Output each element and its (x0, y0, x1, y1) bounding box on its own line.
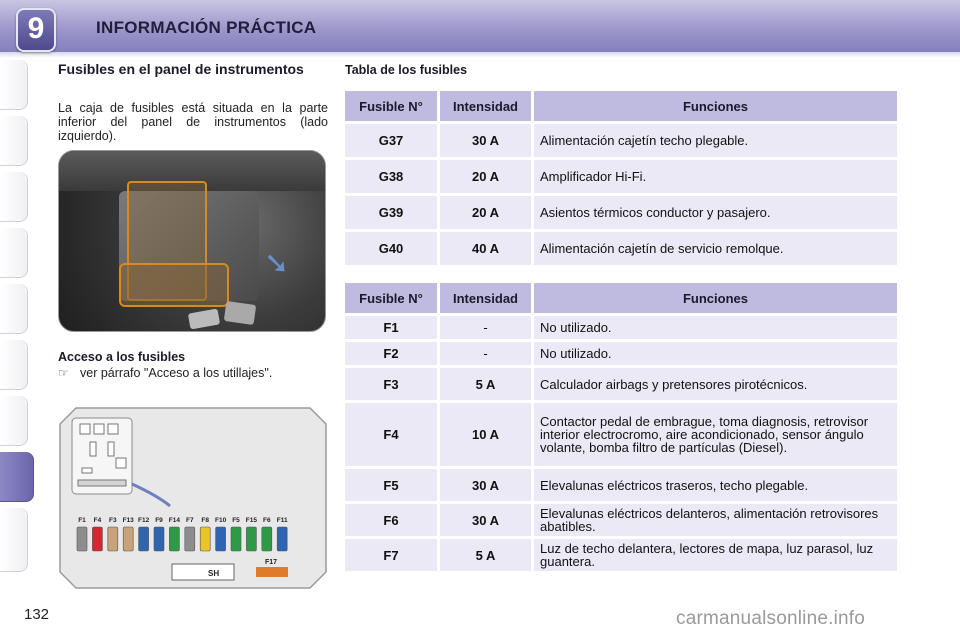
diagram-f17-fuse (256, 567, 288, 577)
chapter-tab[interactable] (0, 116, 28, 166)
header-fuse-number: Fusible N° (345, 283, 437, 313)
diagram-fuse-label: F12 (137, 517, 150, 524)
fuse-function: Alimentación cajetín techo plegable. (534, 124, 897, 157)
fuse-amperage: 20 A (440, 196, 531, 229)
fuse-number: G40 (345, 232, 437, 265)
fuse-function: Alimentación cajetín de servicio remolque. (534, 232, 897, 265)
diagram-slot (80, 424, 90, 434)
fuse-table-f (342, 280, 900, 574)
diagram-slot (94, 424, 104, 434)
fuse-function: Calculador airbags y pretensores pirotécnicos. (534, 368, 897, 400)
fuse-number: F6 (345, 504, 437, 536)
diagram-fuse-f4 (92, 527, 102, 551)
chapter-badge: 9 (16, 8, 56, 52)
diagram-fuse-label: F8 (201, 517, 209, 524)
section-title: Fusibles en el panel de instrumentos (58, 61, 304, 77)
diagram-slot (82, 468, 92, 473)
chapter-tab[interactable] (0, 284, 28, 334)
fuse-amperage: 30 A (440, 469, 531, 501)
table-row (345, 368, 897, 400)
fuse-amperage: 20 A (440, 160, 531, 193)
diagram-slot (108, 424, 118, 434)
fuse-table-g (342, 88, 900, 268)
table-row (345, 196, 897, 229)
fuse-number: F2 (345, 342, 437, 365)
chapter-tabs (0, 60, 34, 580)
diagram-sh-relay (172, 564, 234, 580)
chapter-tab[interactable] (0, 60, 28, 110)
fuse-function: Elevalunas eléctricos traseros, techo plegable. (534, 469, 897, 501)
table-row (345, 124, 897, 157)
page-number: 132 (24, 606, 50, 623)
chapter-tab[interactable] (0, 340, 28, 390)
fuse-amperage: 40 A (440, 232, 531, 265)
fuse-number: F7 (345, 539, 437, 571)
table-row (345, 232, 897, 265)
diagram-sh-label: SH (208, 569, 220, 578)
table-row (345, 504, 897, 536)
fuse-amperage: 5 A (440, 539, 531, 571)
table-row (345, 342, 897, 365)
fuse-number: F4 (345, 403, 437, 466)
fuse-function: Asientos térmicos conductor y pasajero. (534, 196, 897, 229)
header-functions: Funciones (534, 91, 897, 121)
access-text: ver párrafo "Acceso a los utillajes". (80, 366, 273, 380)
diagram-fuse-f15 (246, 527, 256, 551)
fuse-number: F1 (345, 316, 437, 339)
table-row (345, 316, 897, 339)
fuse-amperage: - (440, 316, 531, 339)
table-row (345, 469, 897, 501)
watermark: carmanualsonline.info (676, 608, 866, 629)
diagram-fuse-f7 (185, 527, 195, 551)
table-header-row (345, 283, 897, 313)
diagram-slot (108, 442, 114, 456)
diagram-fuse-f8 (200, 527, 210, 551)
diagram-fuse-f10 (216, 527, 226, 551)
fuse-number: G37 (345, 124, 437, 157)
chapter-tab[interactable] (0, 172, 28, 222)
diagram-fuse-f5 (231, 527, 241, 551)
table-row (345, 160, 897, 193)
header-fade (0, 52, 960, 58)
diagram-fuse-label: F4 (93, 517, 102, 524)
diagram-fuse-f9 (154, 527, 164, 551)
fuse-amperage: 5 A (440, 368, 531, 400)
diagram-fuse-label: F15 (245, 517, 258, 524)
header-amperage: Intensidad (440, 283, 531, 313)
fuse-number: F5 (345, 469, 437, 501)
photo-pedal (188, 309, 220, 330)
header-functions: Funciones (534, 283, 897, 313)
chapter-title: INFORMACIÓN PRÁCTICA (96, 18, 317, 37)
diagram-fuse-f1 (77, 527, 87, 551)
table-row (345, 539, 897, 571)
table-row (345, 403, 897, 466)
fuse-number: G38 (345, 160, 437, 193)
diagram-fuse-label: F9 (155, 517, 163, 524)
diagram-fuse-label: F10 (214, 517, 227, 524)
photo-pedal (224, 301, 256, 325)
diagram-fuse-label: F3 (109, 517, 117, 524)
diagram-fuse-f6 (262, 527, 272, 551)
diagram-slot (90, 442, 96, 456)
photo-lid-outline (119, 263, 229, 307)
chapter-tab[interactable] (0, 508, 28, 572)
diagram-f17-label: F17 (265, 559, 278, 566)
fuse-function: Luz de techo delantera, lectores de mapa, luz parasol, luz guantera. (534, 539, 897, 571)
table-heading: Tabla de los fusibles (345, 63, 468, 77)
chapter-tab[interactable] (0, 228, 28, 278)
diagram-fuse-row (78, 480, 126, 486)
header-amperage: Intensidad (440, 91, 531, 121)
access-title: Acceso a los fusibles (58, 350, 186, 364)
intro-paragraph: La caja de fusibles está situada en la parte inferior del panel de instrumentos (lado izquierdo). (58, 101, 328, 143)
diagram-fuse-f3 (108, 527, 118, 551)
table-header-row (345, 91, 897, 121)
fuse-number: F3 (345, 368, 437, 400)
diagram-fuse-label: F7 (186, 517, 194, 524)
diagram-fuse-label: F11 (276, 517, 288, 524)
fuse-amperage: 10 A (440, 403, 531, 466)
access-line (58, 366, 272, 380)
chapter-tab[interactable] (0, 396, 28, 446)
diagram-fuse-label: F6 (263, 517, 271, 524)
diagram-slot (116, 458, 126, 468)
diagram-fuse-label: F14 (168, 517, 181, 524)
photo-arrow-icon: ➘ (264, 247, 290, 280)
fuse-number: G39 (345, 196, 437, 229)
fuse-amperage: 30 A (440, 504, 531, 536)
diagram-fuse-label: F5 (232, 517, 240, 524)
chapter-tab-active[interactable] (0, 452, 34, 502)
dashboard-photo (58, 150, 326, 332)
diagram-fuse-f12 (139, 527, 149, 551)
diagram-fuse-label: F1 (78, 517, 86, 524)
diagram-fuse-f11 (277, 527, 287, 551)
header-fuse-number: Fusible N° (345, 91, 437, 121)
fuse-function: Contactor pedal de embrague, toma diagnosis, retrovisor interior electrocromo, aire acondicionado, sensor ángulo volante, bomba filtro de partículas (Diesel). (534, 403, 897, 466)
pointing-hand-icon: ☞ (58, 366, 69, 380)
diagram-fuse-f14 (169, 527, 179, 551)
fuse-function: No utilizado. (534, 342, 897, 365)
fuse-function: Amplificador Hi-Fi. (534, 160, 897, 193)
diagram-fuse-f13 (123, 527, 133, 551)
diagram-fuse-label: F13 (122, 517, 134, 524)
fuse-function: Elevalunas eléctricos delanteros, alimentación retrovisores abatibles. (534, 504, 897, 536)
fuse-function: No utilizado. (534, 316, 897, 339)
fuse-amperage: 30 A (440, 124, 531, 157)
fuse-diagram (58, 406, 328, 590)
fuse-amperage: - (440, 342, 531, 365)
